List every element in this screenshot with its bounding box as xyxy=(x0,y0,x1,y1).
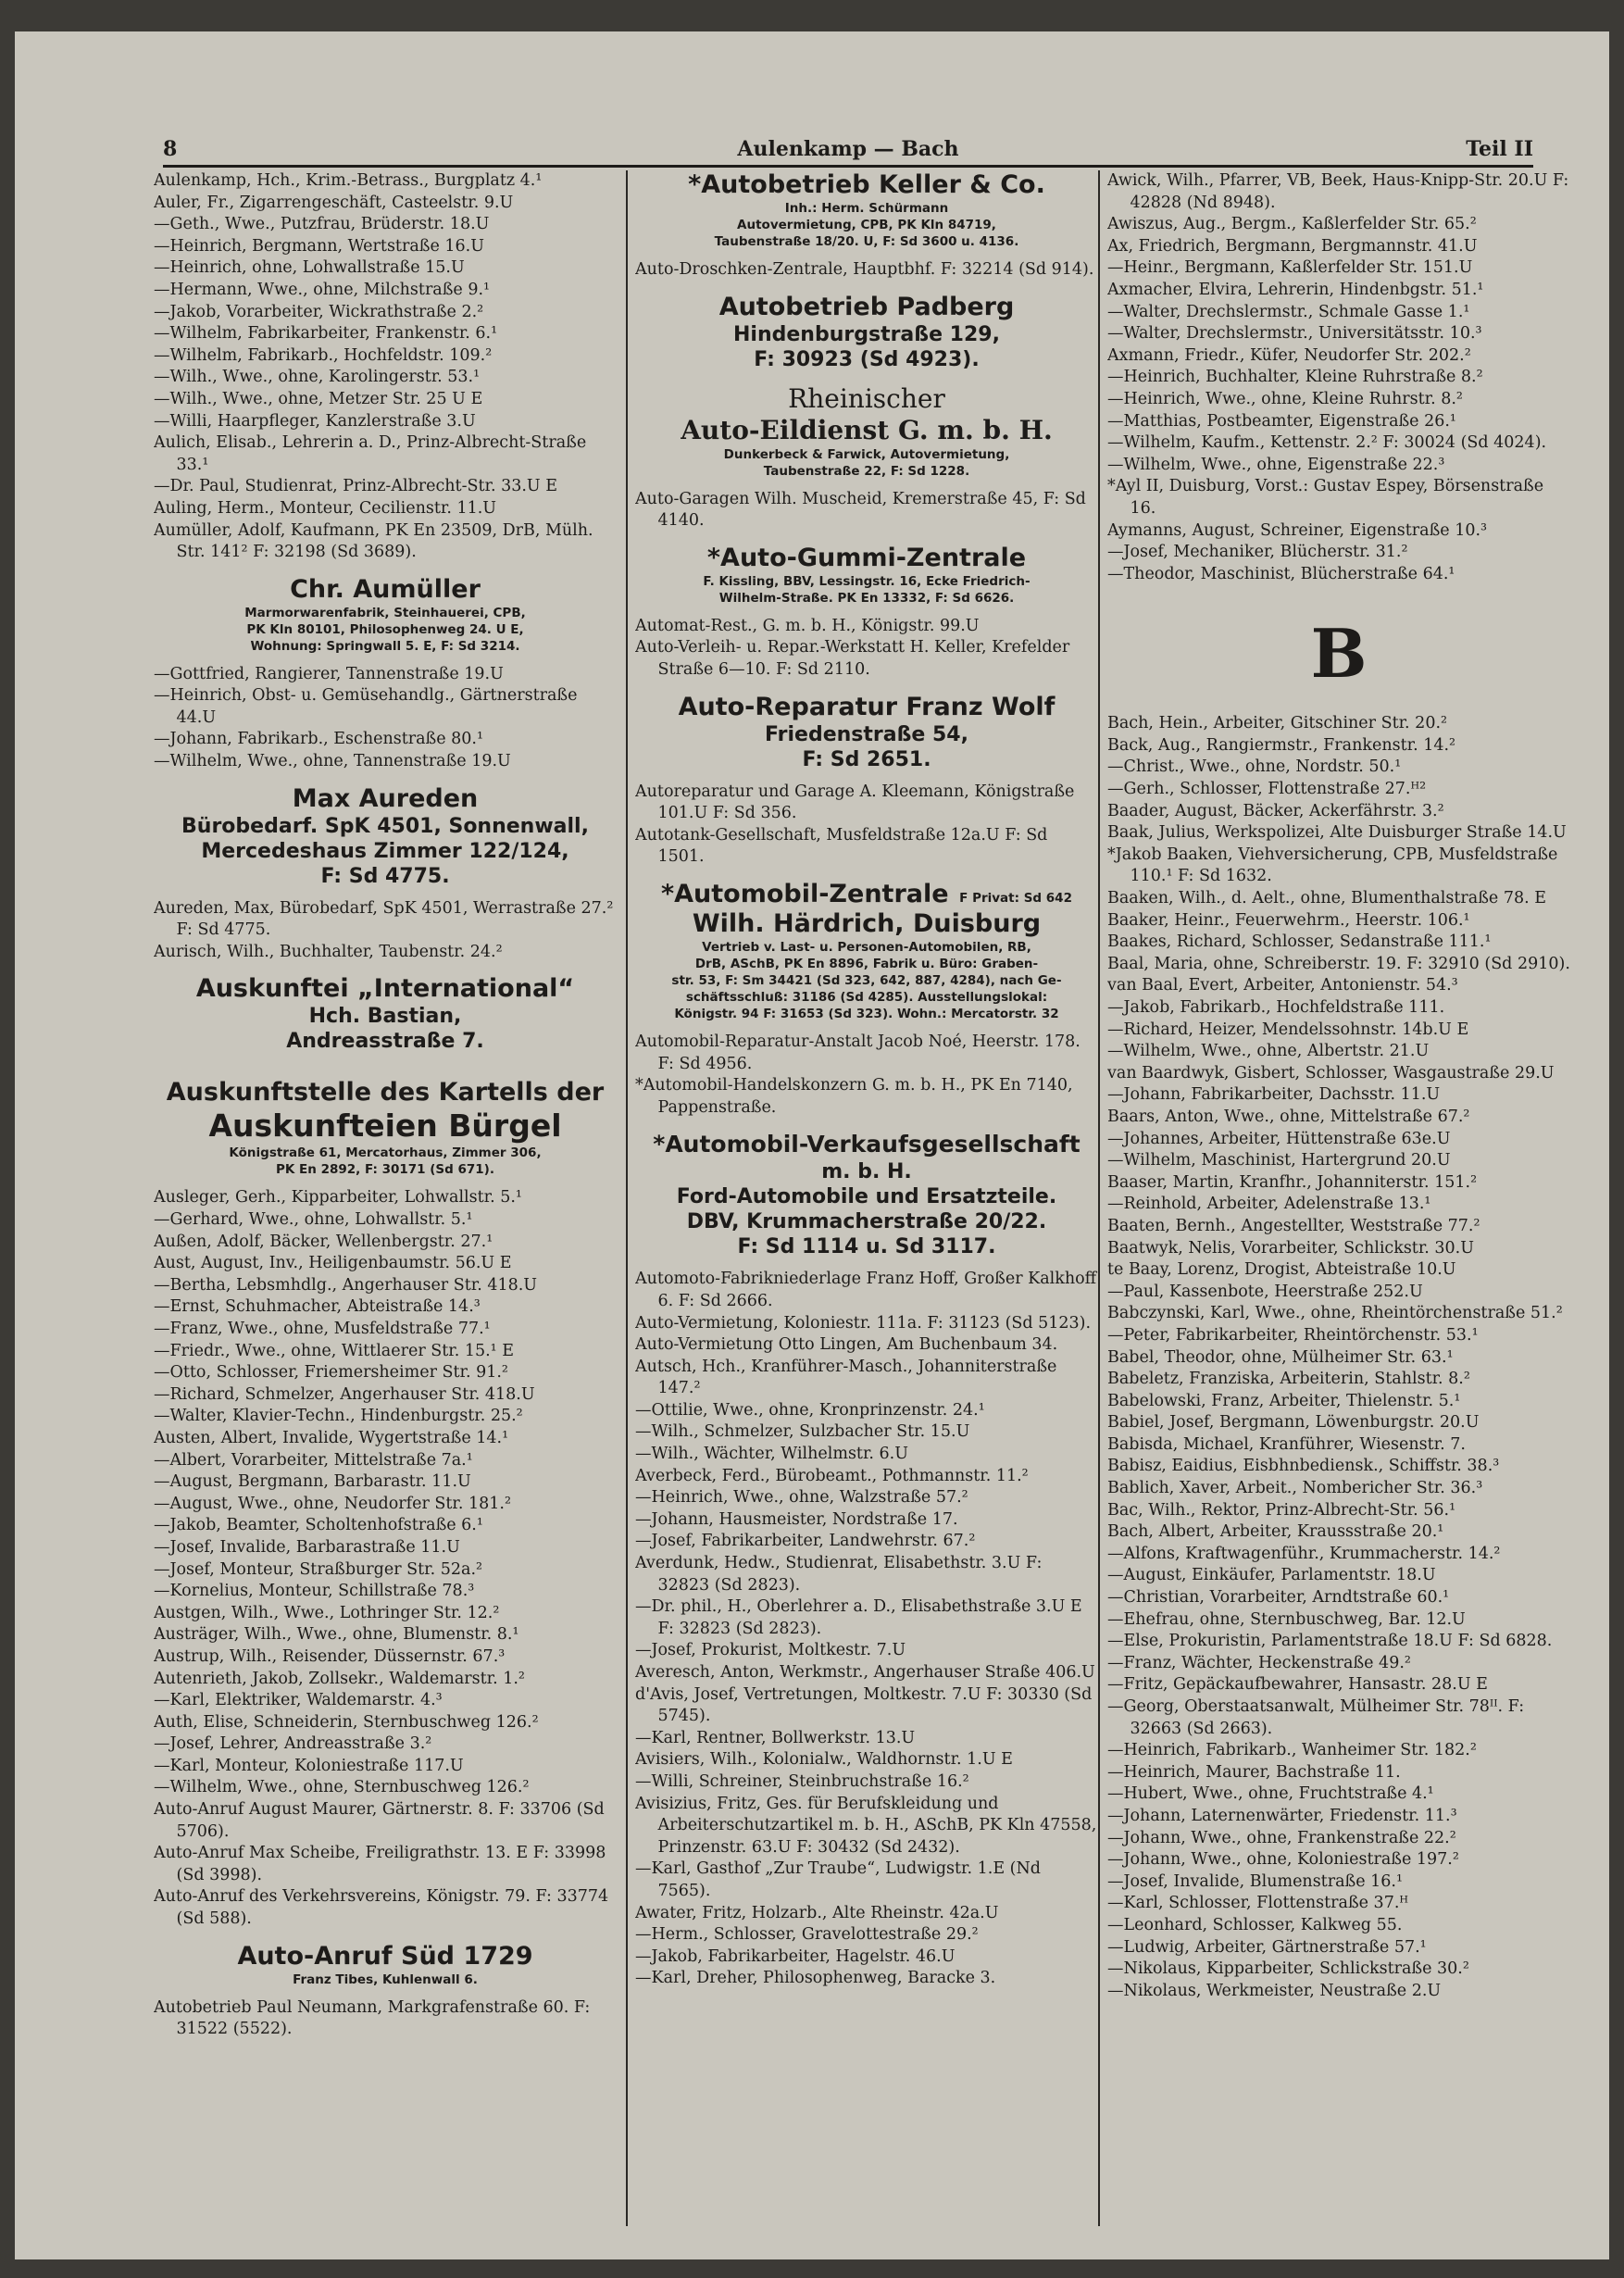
directory-entry: —Friedr., Wwe., ohne, Wittlaerer Str. 15.¹ E xyxy=(154,1341,515,1360)
directory-entry: Bach, Hein., Arbeiter, Gitschiner Str. 20.² xyxy=(1107,714,1448,733)
directory-entry: —Josef, Prokurist, Moltkestr. 7.U xyxy=(635,1641,906,1660)
directory-entry: Bac, Wilh., Rektor, Prinz-Albrecht-Str. 56.¹ xyxy=(1107,1500,1456,1520)
ad-name: *Automobil-Zentrale xyxy=(661,879,949,908)
ad-aureden xyxy=(154,784,617,889)
directory-entry: —Bertha, Lebsmhdlg., Angerhauser Str. 418.U xyxy=(154,1275,538,1295)
directory-entry: van Baardwyk, Gisbert, Schlosser, Wasgaustraße 29.U xyxy=(1107,1063,1555,1083)
directory-entry: —Josef, Mechaniker, Blücherstr. 31.² xyxy=(1107,543,1408,562)
entry-list xyxy=(635,1032,1098,1119)
directory-entry: —Willi, Haarpfleger, Kanzlerstraße 3.U xyxy=(154,411,476,431)
ad-name: Auskunftei „International“ xyxy=(195,974,575,1004)
ad-name: *Automobil-Verkaufsgesellschaft xyxy=(653,1131,1081,1158)
entry-list xyxy=(635,259,1098,282)
directory-entry: Baak, Julius, Werkspolizei, Alte Duisburger Straße 14.U xyxy=(1107,823,1567,843)
directory-entry: Babisz, Eaidius, Eisbhnbediensk., Schiffstr. 38.³ xyxy=(1107,1457,1500,1476)
directory-entry: —Willi, Schreiner, Steinbruchstraße 16.² xyxy=(635,1771,969,1791)
ad-keller xyxy=(635,170,1098,250)
entry-list xyxy=(154,1187,617,1930)
directory-entry: Avisiers, Wilh., Kolonialw., Waldhornstr. 1.U E xyxy=(635,1750,1013,1770)
directory-entry: —Josef, Monteur, Straßburger Str. 52a.² xyxy=(154,1559,483,1579)
directory-entry: —Jakob, Fabrikarbeiter, Hagelstr. 46.U xyxy=(635,1946,956,1966)
ad-line: F: Sd 4775. xyxy=(320,864,450,888)
ad-line: Wilhelm-Straße. PK En 13332, F: Sd 6626. xyxy=(718,590,1015,606)
directory-entry: Babiel, Josef, Bergmann, Löwenburgstr. 20.U xyxy=(1107,1413,1480,1433)
ad-name: *Auto-Gummi-Zentrale xyxy=(706,543,1027,572)
ad-line: Hch. Bastian, xyxy=(308,1005,462,1029)
directory-entry: Baars, Anton, Wwe., ohne, Mittelstraße 67.² xyxy=(1107,1107,1470,1126)
directory-entry: —Wilhelm, Wwe., ohne, Tannenstraße 19.U xyxy=(154,752,511,771)
directory-entry: —Walter, Drechslermstr., Schmale Gasse 1.¹ xyxy=(1107,302,1470,321)
directory-entry: Autoreparatur und Garage A. Kleemann, Königstraße 101.U F: Sd 356. xyxy=(635,782,1075,823)
ad-line: schäftsschluß: 31186 (Sd 4285). Ausstellungslokal: xyxy=(685,989,1048,1005)
column-1 xyxy=(154,170,617,2245)
ad-line: F: Sd 1114 u. Sd 3117. xyxy=(737,1235,996,1259)
directory-entry: —Karl, Dreher, Philosophenweg, Baracke 3. xyxy=(635,1969,996,1988)
ad-line: Königstraße 61, Mercatorhaus, Zimmer 306, xyxy=(229,1145,542,1161)
ad-line: m. b. H. xyxy=(821,1160,912,1184)
directory-entry: —Wilh., Wwe., ohne, Metzer Str. 25 U E xyxy=(154,389,483,408)
directory-entry: Baaken, Wilh., d. Aelt., ohne, Blumenthalstraße 78. E xyxy=(1107,889,1546,908)
directory-entry: —Christian, Vorarbeiter, Arndtstraße 60.¹ xyxy=(1107,1588,1450,1608)
ad-line: DrB, ASchB, PK En 8896, Fabrik u. Büro: Graben- xyxy=(694,956,1039,971)
directory-entry: —August, Einkäufer, Parlamentstr. 18.U xyxy=(1107,1566,1436,1585)
directory-entry: Auto-Verleih- u. Repar.-Werkstatt H. Keller, Krefelder Straße 6—10. F: Sd 2110. xyxy=(635,638,1070,679)
directory-entry: *Ayl II, Duisburg, Vorst.: Gustav Espey, Börsenstraße 16. xyxy=(1107,477,1544,518)
directory-entry: —Wilh., Schmelzer, Sulzbacher Str. 15.U xyxy=(635,1422,970,1442)
ad-line: Marmorwarenfabrik, Steinhauerei, CPB, xyxy=(244,605,526,620)
directory-entry: Awick, Wilh., Pfarrer, VB, Beek, Haus-Knipp-Str. 20.U F: 42828 (Nd 8948). xyxy=(1107,171,1569,212)
directory-entry: —Gerh., Schlosser, Flottenstraße 27.ᴴ² xyxy=(1107,780,1427,799)
directory-entry: —Heinrich, Obst- u. Gemüsehandlg., Gärtnerstraße 44.U xyxy=(154,686,578,727)
directory-entry: —Josef, Fabrikarbeiter, Landwehrstr. 67.² xyxy=(635,1532,976,1551)
directory-entry: —Ehefrau, ohne, Sternbuschweg, Bar. 12.U xyxy=(1107,1609,1466,1629)
ad-line: Andreasstraße 7. xyxy=(286,1030,484,1054)
directory-entry: Automoto-Fabrikniederlage Franz Hoff, Großer Kalkhoff 6. F: Sd 2666. xyxy=(635,1270,1097,1310)
directory-entry: Auto-Anruf Max Scheibe, Freiligrathstr. 13. E F: 33998 (Sd 3998). xyxy=(154,1844,606,1884)
directory-entry: Axmann, Friedr., Küfer, Neudorfer Str. 202.² xyxy=(1107,345,1471,365)
directory-entry: —Karl, Rentner, Bollwerkstr. 13.U xyxy=(635,1728,916,1747)
ad-buergel xyxy=(154,1078,617,1178)
ad-line: Hindenburgstraße 129, xyxy=(733,322,1000,346)
ad-line: DBV, Krummacherstraße 20/22. xyxy=(686,1210,1047,1234)
directory-entry: Aulich, Elisab., Lehrerin a. D., Prinz-Albrecht-Straße 33.¹ xyxy=(154,433,587,474)
directory-entry: —Gerhard, Wwe., ohne, Lohwallstr. 5.¹ xyxy=(154,1210,473,1230)
directory-entry: Autotank-Gesellschaft, Musfeldstraße 12a.U F: Sd 1501. xyxy=(635,825,1048,867)
ad-line: PK En 2892, F: 30171 (Sd 671). xyxy=(276,1162,494,1178)
directory-entry: —Franz, Wwe., ohne, Musfeldstraße 77.¹ xyxy=(154,1320,491,1338)
page-header xyxy=(163,109,1533,168)
ad-line: F: 30923 (Sd 4923). xyxy=(754,347,980,371)
directory-entry: —Jakob, Fabrikarb., Hochfeldstraße 111. xyxy=(1107,998,1445,1017)
directory-entry: Automobil-Reparatur-Anstalt Jacob Noé, Heerstr. 178. F: Sd 4956. xyxy=(635,1032,1081,1073)
directory-entry: Aurisch, Wilh., Buchhalter, Taubenstr. 24.² xyxy=(154,942,503,961)
directory-entry: —Albert, Vorarbeiter, Mittelstraße 7a.¹ xyxy=(154,1450,473,1470)
directory-entry: Axmacher, Elvira, Lehrerin, Hindenbgstr. 51.¹ xyxy=(1107,280,1484,299)
ad-name: Auto-Reparatur Franz Wolf xyxy=(678,692,1056,721)
directory-entry: —Heinrich, Wwe., ohne, Walzstraße 57.² xyxy=(635,1488,968,1508)
directory-entry: —Josef, Lehrer, Andreasstraße 3.² xyxy=(154,1734,432,1754)
directory-entry: Aust, August, Inv., Heiligenbaumstr. 56.U E xyxy=(154,1254,512,1273)
directory-entry: Ax, Friedrich, Bergmann, Bergmannstr. 41.U xyxy=(1107,236,1478,256)
directory-entry: Bach, Albert, Arbeiter, Kraussstraße 20.¹ xyxy=(1107,1522,1444,1542)
directory-entry: te Baay, Lorenz, Drogist, Abteistraße 10.U xyxy=(1107,1260,1456,1280)
directory-entry: Automat-Rest., G. m. b. H., Königstr. 99.U xyxy=(635,616,980,635)
directory-entry: d'Avis, Josef, Vertretungen, Moltkestr. 7.U F: 30330 (Sd 5745). xyxy=(635,1684,1093,1726)
directory-entry: —Ludwig, Arbeiter, Gärtnerstraße 57.¹ xyxy=(1107,1937,1427,1957)
header-range: Aulenkamp — Bach xyxy=(737,137,959,161)
ad-line: Taubenstraße 18/20. U, F: Sd 3600 u. 4136. xyxy=(714,234,1019,249)
ad-ford xyxy=(635,1130,1098,1259)
directory-entry: —Josef, Invalide, Barbarastraße 11.U xyxy=(154,1537,460,1557)
directory-entry: *Automobil-Handelskonzern G. m. b. H., PK En 7140, Pappenstraße. xyxy=(635,1076,1073,1117)
ad-name: Rheinischer xyxy=(788,382,945,414)
directory-entry: —Wilh., Wwe., ohne, Karolingerstr. 53.¹ xyxy=(154,368,481,387)
ad-line: Mercedeshaus Zimmer 122/124, xyxy=(201,839,569,863)
directory-entry: —Alfons, Kraftwagenführ., Krummacherstr. 14.² xyxy=(1107,1544,1501,1563)
directory-entry: —Walter, Klavier-Techn., Hindenburgstr. 25.² xyxy=(154,1407,523,1426)
directory-entry: —Kornelius, Monteur, Schillstraße 78.³ xyxy=(154,1582,475,1601)
directory-entry: Baaten, Bernh., Angestellter, Weststraße 77.² xyxy=(1107,1216,1480,1235)
directory-entry: —Johann, Laternenwärter, Friedenstr. 11.³ xyxy=(1107,1806,1457,1825)
ad-line: Taubenstraße 22, F: Sd 1228. xyxy=(763,463,970,479)
directory-entry: —Wilhelm, Maschinist, Hartergrund 20.U xyxy=(1107,1151,1451,1170)
directory-entry: —Johannes, Arbeiter, Hüttenstraße 63e.U xyxy=(1107,1129,1451,1148)
entry-list xyxy=(154,1997,617,2041)
directory-entry: —Peter, Fabrikarbeiter, Rheintörchenstr. 53.¹ xyxy=(1107,1325,1479,1345)
ad-name: Auskunfteien Bürgel xyxy=(208,1108,562,1145)
ad-line: Königstr. 94 F: 31653 (Sd 323). Wohn.: Mercatorstr. 32 xyxy=(674,1006,1059,1021)
directory-entry: Auler, Fr., Zigarrengeschäft, Casteelstr. 9.U xyxy=(154,193,514,212)
directory-entry: Austen, Albert, Invalide, Wygertstraße 14.¹ xyxy=(154,1428,509,1447)
entry-list xyxy=(635,782,1098,869)
directory-entry: —Herm., Schlosser, Gravelottestraße 29.² xyxy=(635,1925,979,1945)
directory-entry: van Baal, Evert, Arbeiter, Antonienstr. 54.³ xyxy=(1107,976,1458,995)
ad-international xyxy=(154,974,617,1054)
directory-entry: Awiszus, Aug., Bergm., Kaßlerfelder Str. 65.² xyxy=(1107,215,1477,234)
directory-entry: Austrup, Wilh., Reisender, Düssernstr. 67.³ xyxy=(154,1646,506,1666)
directory-entry: —Jakob, Vorarbeiter, Wickrathstraße 2.² xyxy=(154,302,484,321)
directory-entry: —Wilhelm, Wwe., ohne, Albertstr. 21.U xyxy=(1107,1042,1430,1061)
directory-entry: Auto-Garagen Wilh. Muscheid, Kremerstraße 45, F: Sd 4140. xyxy=(635,489,1086,531)
directory-entry: —Wilhelm, Kaufm., Kettenstr. 2.² F: 30024 (Sd 4024). xyxy=(1107,433,1547,453)
directory-entry: Austräger, Wilh., Wwe., ohne, Blumenstr. 8.¹ xyxy=(154,1625,519,1645)
directory-entry: Aymanns, August, Schreiner, Eigenstraße 10.³ xyxy=(1107,520,1488,540)
directory-entry: —Richard, Schmelzer, Angerhauser Str. 418.U xyxy=(154,1384,535,1404)
ad-line: Friedenstraße 54, xyxy=(765,722,968,746)
directory-entry: —Johann, Wwe., ohne, Frankenstraße 22.² xyxy=(1107,1828,1456,1847)
ad-line: F: Sd 2651. xyxy=(802,747,931,771)
directory-entry: Aulenkamp, Hch., Krim.-Betrass., Burgplatz 4.¹ xyxy=(154,171,543,190)
directory-entry: Austgen, Wilh., Wwe., Lothringer Str. 12.² xyxy=(154,1603,500,1622)
directory-entry: Auto-Vermietung, Koloniestr. 111a. F: 31123 (Sd 5123). xyxy=(635,1313,1092,1333)
directory-entry: —Wilhelm, Fabrikarbeiter, Frankenstr. 6.¹ xyxy=(154,324,498,344)
directory-entry: —Georg, Oberstaatsanwalt, Mülheimer Str. 78ᴵᴵ. F: 32663 (Sd 2663). xyxy=(1107,1697,1525,1738)
directory-entry: —August, Bergmann, Barbarastr. 11.U xyxy=(154,1472,471,1492)
directory-entry: Baal, Maria, ohne, Schreiberstr. 19. F: 32910 (Sd 2910). xyxy=(1107,954,1570,973)
ad-aumueller xyxy=(154,575,617,655)
ad-eildienst xyxy=(635,383,1098,480)
directory-entry: —Wilhelm, Wwe., ohne, Eigenstraße 22.³ xyxy=(1107,455,1445,474)
column-3 xyxy=(1107,170,1570,2245)
directory-entry: —Geth., Wwe., Putzfrau, Brüderstr. 18.U xyxy=(154,215,490,234)
directory-entry: —Karl, Gasthof „Zur Traube“, Ludwigstr. 1.E (Nd 7565). xyxy=(635,1859,1041,1900)
directory-entry: —Richard, Heizer, Mendelssohnstr. 14b.U E xyxy=(1107,1020,1469,1039)
directory-entry: —Johann, Fabrikarb., Eschenstraße 80.¹ xyxy=(154,730,483,749)
ad-line: Bürobedarf. SpK 4501, Sonnenwall, xyxy=(181,814,589,838)
directory-entry: Babelowski, Franz, Arbeiter, Thielenstr. 5.¹ xyxy=(1107,1391,1461,1410)
directory-entry: —Karl, Schlosser, Flottenstraße 37.ᴴ xyxy=(1107,1894,1409,1913)
page-number: 8 xyxy=(163,137,178,161)
ad-padberg xyxy=(635,293,1098,372)
header-part: Teil II xyxy=(1466,137,1533,161)
directory-entry: —Heinr., Bergmann, Kaßlerfelder Str. 151.U xyxy=(1107,258,1473,278)
ad-name: Wilh. Härdrich, Duisburg xyxy=(692,908,1042,938)
directory-entry: Auto-Anruf des Verkehrsvereins, Königstr. 79. F: 33774 (Sd 588). xyxy=(154,1887,609,1929)
ad-line: PK Kln 80101, Philosophenweg 24. U E, xyxy=(246,621,524,637)
entry-list xyxy=(1107,713,1570,2002)
ad-haerdrich xyxy=(635,880,1098,1022)
directory-entry: Babel, Theodor, ohne, Mülheimer Str. 63.¹ xyxy=(1107,1347,1454,1367)
entry-list xyxy=(1107,170,1570,585)
directory-entry: —Franz, Wächter, Heckenstraße 49.² xyxy=(1107,1653,1411,1672)
ad-line: Franz Tibes, Kuhlenwall 6. xyxy=(293,1971,478,1987)
directory-entry: —Hermann, Wwe., ohne, Milchstraße 9.¹ xyxy=(154,280,491,299)
column-divider xyxy=(626,170,628,2226)
directory-entry: —Heinrich, Wwe., ohne, Kleine Ruhrstr. 8.² xyxy=(1107,389,1463,408)
ad-line: str. 53, F: Sm 34421 (Sd 323, 642, 887, 4284), nach Ge- xyxy=(671,972,1062,988)
entry-list xyxy=(154,170,617,564)
directory-entry: —Theodor, Maschinist, Blücherstraße 64.¹ xyxy=(1107,564,1455,583)
ad-line: Auskunftstelle des Kartells der xyxy=(166,1078,605,1108)
directory-entry: Auth, Elise, Schneiderin, Sternbuschweg 126.² xyxy=(154,1712,539,1732)
directory-entry: —Nikolaus, Werkmeister, Neustraße 2.U xyxy=(1107,1981,1442,2000)
column-2 xyxy=(635,170,1098,2245)
directory-entry: —Johann, Wwe., ohne, Koloniestraße 197.² xyxy=(1107,1850,1459,1870)
directory-entry: —Otto, Schlosser, Friemersheimer Str. 91.² xyxy=(154,1363,508,1383)
directory-entry: *Jakob Baaken, Viehversicherung, CPB, Musfeldstraße 110.¹ F: Sd 1632. xyxy=(1107,845,1558,886)
ad-line: Dunkerbeck & Farwick, Autovermietung, xyxy=(723,446,1010,462)
directory-entry: —Ottilie, Wwe., ohne, Kronprinzenstr. 24.¹ xyxy=(635,1400,985,1420)
entry-list xyxy=(154,664,617,773)
directory-entry: Autobetrieb Paul Neumann, Markgrafenstraße 60. F: 31522 (5522). xyxy=(154,1997,591,2039)
entry-list xyxy=(635,1269,1098,1990)
ad-anruf xyxy=(154,1942,617,1988)
ad-name: Auto-Anruf Süd 1729 xyxy=(237,1941,533,1971)
directory-entry: —Karl, Elektriker, Waldemarstr. 4.³ xyxy=(154,1691,443,1710)
directory-entry: Back, Aug., Rangiermstr., Frankenstr. 14.² xyxy=(1107,735,1456,755)
directory-entry: Awater, Fritz, Holzarb., Alte Rheinstr. 42a.U xyxy=(635,1903,999,1922)
directory-entry: —Nikolaus, Kipparbeiter, Schlickstraße 30.² xyxy=(1107,1959,1469,1979)
directory-entry: —Dr. phil., H., Oberlehrer a. D., Elisabethstraße 3.U E F: 32823 (Sd 2823). xyxy=(635,1597,1082,1638)
directory-entry: —Hubert, Wwe., ohne, Fruchtstraße 4.¹ xyxy=(1107,1784,1434,1804)
directory-entry: —Else, Prokuristin, Parlamentstraße 18.U F: Sd 6828. xyxy=(1107,1632,1553,1651)
directory-entry: Ausleger, Gerh., Kipparbeiter, Lohwallstr. 5.¹ xyxy=(154,1188,522,1208)
directory-entry: Babisda, Michael, Kranführer, Wiesenstr. 7. xyxy=(1107,1434,1466,1454)
section-letter: B xyxy=(1310,614,1368,694)
directory-entry: Baaser, Martin, Kranfhr., Johanniterstr. 151.² xyxy=(1107,1172,1478,1192)
directory-entry: Babczynski, Karl, Wwe., ohne, Rheintörchenstraße 51.² xyxy=(1107,1304,1563,1323)
directory-entry: Bablich, Xaver, Arbeit., Nombericher Str. 36.³ xyxy=(1107,1479,1483,1498)
directory-entry: —Christ., Wwe., ohne, Nordstr. 50.¹ xyxy=(1107,757,1402,777)
directory-entry: Auling, Herm., Monteur, Cecilienstr. 11.U xyxy=(154,498,497,518)
directory-entry: Averdunk, Hedw., Studienrat, Elisabethstr. 3.U F: 32823 (Sd 2823). xyxy=(635,1554,1043,1595)
ad-gummi xyxy=(635,544,1098,607)
ad-line: Ford-Automobile und Ersatzteile. xyxy=(676,1185,1057,1209)
ad-line: Autovermietung, CPB, PK Kln 84719, xyxy=(737,218,996,232)
directory-entry: —Leonhard, Schlosser, Kalkweg 55. xyxy=(1107,1915,1403,1934)
directory-entry: Baaker, Heinr., Feuerwehrm., Heerstr. 106.¹ xyxy=(1107,910,1470,930)
directory-entry: —Josef, Invalide, Blumenstraße 16.¹ xyxy=(1107,1871,1403,1891)
directory-entry: Baakes, Richard, Schlosser, Sedanstraße 111.¹ xyxy=(1107,932,1492,952)
ad-name: Auto-Eildienst G. m. b. H. xyxy=(681,414,1053,445)
directory-entry: Averesch, Anton, Werkmstr., Angerhauser Straße 406.U xyxy=(635,1663,1095,1682)
directory-entry: —Johann, Hausmeister, Nordstraße 17. xyxy=(635,1509,958,1529)
ad-line: Wohnung: Springwall 5. E, F: Sd 3214. xyxy=(250,638,520,654)
directory-entry: Autenrieth, Jakob, Zollsekr., Waldemarstr. 1.² xyxy=(154,1669,525,1688)
directory-entry: —Jakob, Beamter, Scholtenhofstraße 6.¹ xyxy=(154,1516,483,1535)
scanned-page xyxy=(15,31,1609,2259)
directory-entry: —Heinrich, ohne, Lohwallstraße 15.U xyxy=(154,258,465,278)
directory-entry: Auto-Anruf August Maurer, Gärtnerstr. 8. F: 33706 (Sd 5706). xyxy=(154,1800,605,1841)
ad-name: Chr. Aumüller xyxy=(290,574,481,604)
ad-tag: F Privat: Sd 642 xyxy=(959,890,1072,906)
directory-entry: —Dr. Paul, Studienrat, Prinz-Albrecht-Str. 33.U E xyxy=(154,477,558,496)
directory-entry: —Gottfried, Rangierer, Tannenstraße 19.U xyxy=(154,664,504,683)
directory-entry: —Karl, Monteur, Koloniestraße 117.U xyxy=(154,1756,464,1775)
column-divider xyxy=(1098,170,1100,2226)
directory-entry: —Ernst, Schuhmacher, Abteistraße 14.³ xyxy=(154,1297,481,1317)
directory-entry: —Reinhold, Arbeiter, Adelenstraße 13.¹ xyxy=(1107,1195,1431,1214)
directory-entry: Aureden, Max, Bürobedarf, SpK 4501, Werrastraße 27.² F: Sd 4775. xyxy=(154,898,614,940)
directory-entry: —Paul, Kassenbote, Heerstraße 252.U xyxy=(1107,1282,1423,1301)
entry-list xyxy=(154,898,617,964)
directory-entry: —Heinrich, Bergmann, Wertstraße 16.U xyxy=(154,236,484,256)
ad-line: Inh.: Herm. Schürmann xyxy=(784,201,949,216)
directory-entry: Babeletz, Franziska, Arbeiterin, Stahlstr. 8.² xyxy=(1107,1370,1470,1389)
directory-entry: Averbeck, Ferd., Bürobeamt., Pothmannstr. 11.² xyxy=(635,1466,1029,1485)
ad-name: Autobetrieb Padberg xyxy=(718,292,1015,321)
directory-entry: —Heinrich, Buchhalter, Kleine Ruhrstraße 8.² xyxy=(1107,368,1483,387)
directory-entry: Avisizius, Fritz, Ges. für Berufskleidung und Arbeiterschutzartikel m. b. H., ASchB, PK Kln 47558, Prinzenstr. 63.U F: 30432 (Sd 2432). xyxy=(635,1794,1097,1857)
entry-list xyxy=(635,489,1098,532)
ad-name: Max Aureden xyxy=(292,783,479,813)
ad-wolf xyxy=(635,693,1098,772)
directory-entry: —Wilh., Wächter, Wilhelmstr. 6.U xyxy=(635,1445,908,1464)
directory-entry: —Walter, Drechslermstr., Universitätsstr. 10.³ xyxy=(1107,324,1482,344)
directory-entry: Auto-Vermietung Otto Lingen, Am Buchenbaum 34. xyxy=(635,1335,1058,1355)
directory-entry: Baader, August, Bäcker, Ackerfährstr. 3.² xyxy=(1107,801,1444,820)
directory-entry: —Wilhelm, Wwe., ohne, Sternbuschweg 126.² xyxy=(154,1778,530,1797)
directory-entry: —Heinrich, Fabrikarb., Wanheimer Str. 182.² xyxy=(1107,1741,1477,1760)
directory-entry: —Heinrich, Maurer, Bachstraße 11. xyxy=(1107,1762,1401,1782)
directory-entry: —Fritz, Gepäckaufbewahrer, Hansastr. 28.U E xyxy=(1107,1675,1488,1695)
directory-entry: —Johann, Fabrikarbeiter, Dachsstr. 11.U xyxy=(1107,1085,1441,1105)
directory-entry: —Matthias, Postbeamter, Eigenstraße 26.¹ xyxy=(1107,411,1456,431)
ad-line: Vertrieb v. Last- u. Personen-Automobilen, RB, xyxy=(702,939,1031,955)
directory-entry: Auto-Droschken-Zentrale, Hauptbhf. F: 32214 (Sd 914). xyxy=(635,260,1094,279)
directory-entry: Baatwyk, Nelis, Vorarbeiter, Schlickstr. 30.U xyxy=(1107,1238,1474,1258)
directory-entry: Autsch, Hch., Kranführer-Masch., Johanniterstraße 147.² xyxy=(635,1357,1057,1398)
ad-line: F. Kissling, BBV, Lessingstr. 16, Ecke Friedrich- xyxy=(703,573,1031,589)
entry-list xyxy=(635,616,1098,682)
directory-entry: —Wilhelm, Fabrikarb., Hochfeldstr. 109.² xyxy=(154,345,493,365)
directory-entry: —August, Wwe., ohne, Neudorfer Str. 181.² xyxy=(154,1494,511,1513)
directory-entry: Aumüller, Adolf, Kaufmann, PK En 23509, DrB, Mülh. Str. 141² F: 32198 (Sd 3689). xyxy=(154,520,593,562)
directory-entry: Außen, Adolf, Bäcker, Wellenbergstr. 27.¹ xyxy=(154,1232,493,1251)
ad-name: *Autobetrieb Keller & Co. xyxy=(688,170,1045,199)
